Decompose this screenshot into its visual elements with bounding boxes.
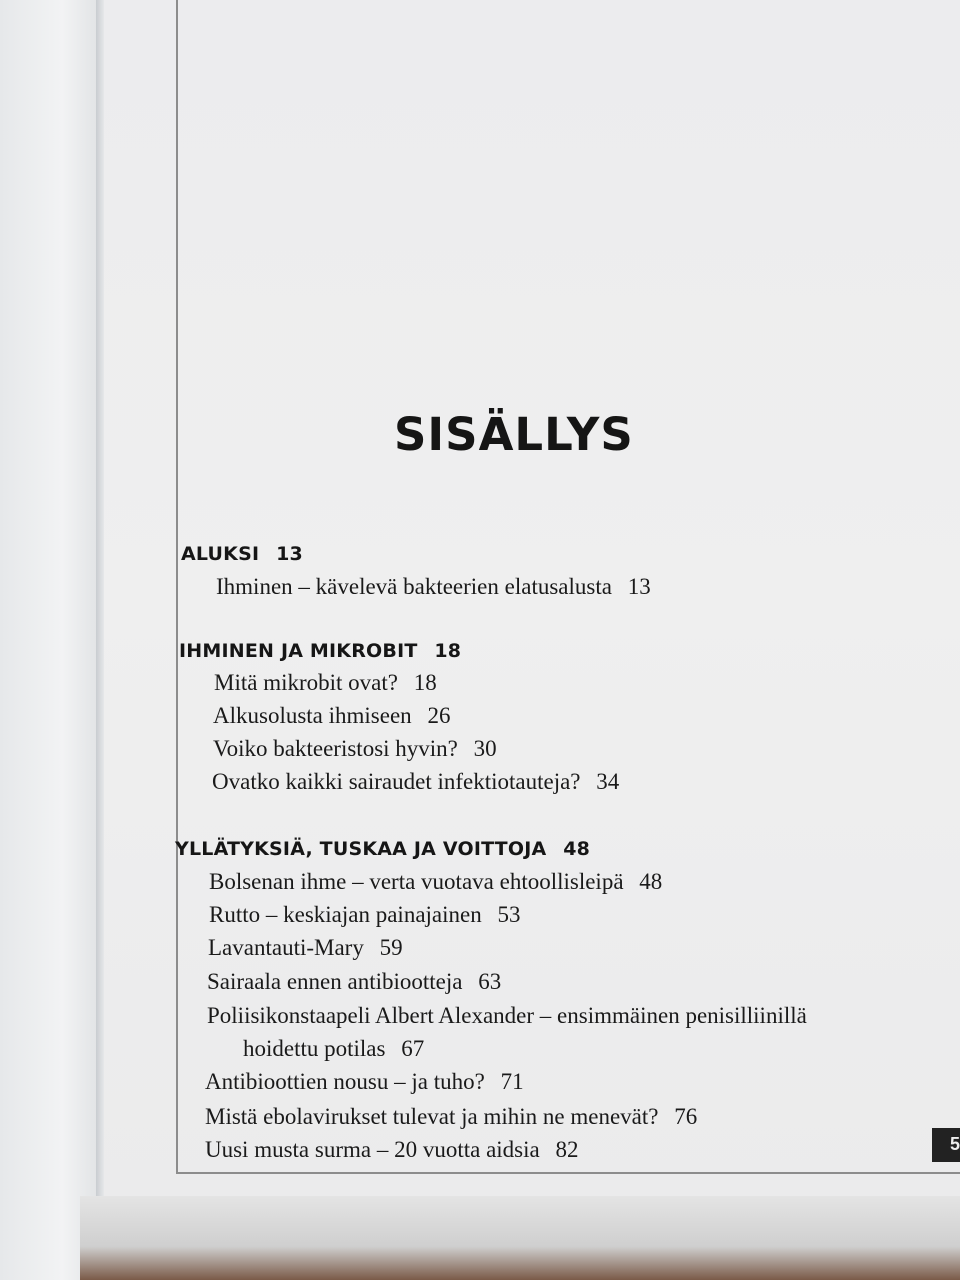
toc-entry [213,736,497,762]
entry-title: Sairaala ennen antibiootteja [207,969,463,994]
entry-page: 76 [674,1104,698,1129]
entry-page: 30 [473,736,497,761]
entry-page: 63 [478,969,502,994]
section-page: 13 [276,543,303,565]
toc-entry [209,869,662,895]
entry-page: 53 [497,902,521,927]
entry-title: Uusi musta surma – 20 vuotta aidsia [205,1137,540,1162]
toc-entry [213,703,450,729]
entry-page: 26 [427,703,451,728]
entry-title: Lavantauti-Mary [208,935,364,960]
toc-entry [212,769,619,795]
entry-page: 18 [413,670,437,695]
entry-title: Ovatko kaikki sairaudet infektiotauteja? [212,769,581,794]
toc-entry [205,1137,579,1163]
toc-entry-continuation [243,1036,424,1062]
section-title: YLLÄTYKSIÄ, TUSKAA JA VOITTOJA [175,838,547,860]
section-page: 48 [563,838,591,860]
entry-title: Rutto – keskiajan painajainen [209,902,482,927]
entry-page: 82 [555,1137,579,1162]
entry-title: Alkusolusta ihmiseen [213,703,412,728]
toc-entry [214,670,437,696]
entry-title: hoidettu potilas [243,1036,386,1061]
toc-entry [208,935,403,961]
toc-entry [207,1003,807,1029]
entry-page: 67 [401,1036,425,1061]
entry-page: 59 [379,935,403,960]
thumb-index-label: 5 [950,1134,960,1154]
section-page: 18 [434,640,462,662]
section-title: ALUKSI [181,543,260,565]
page-bottom-edge [80,1196,960,1280]
section-heading [181,543,303,565]
section-heading [179,640,461,662]
toc-entry [209,902,520,928]
toc-entry [205,1069,524,1095]
toc-entry [205,1104,697,1130]
entry-title: Bolsenan ihme – verta vuotava ehtoollisleipä [209,869,624,894]
entry-title: Poliisikonstaapeli Albert Alexander – ensimmäinen penisilliinillä [207,1003,807,1028]
entry-title: Antibioottien nousu – ja tuho? [205,1069,485,1094]
entry-title: Mistä ebolavirukset tulevat ja mihin ne menevät? [205,1104,659,1129]
entry-title: Ihminen – kävelevä bakteerien elatusalusta [216,574,612,599]
entry-page: 48 [639,869,663,894]
section-title: IHMINEN JA MIKROBIT [179,640,418,662]
entry-page: 13 [627,574,651,599]
toc-entry [207,969,501,995]
entry-page: 71 [500,1069,524,1094]
entry-title: Mitä mikrobit ovat? [214,670,398,695]
section-heading [175,838,590,860]
page-title: SISÄLLYS [394,408,634,461]
entry-title: Voiko bakteeristosi hyvin? [213,736,458,761]
entry-page: 34 [596,769,620,794]
toc-entry [216,574,651,600]
